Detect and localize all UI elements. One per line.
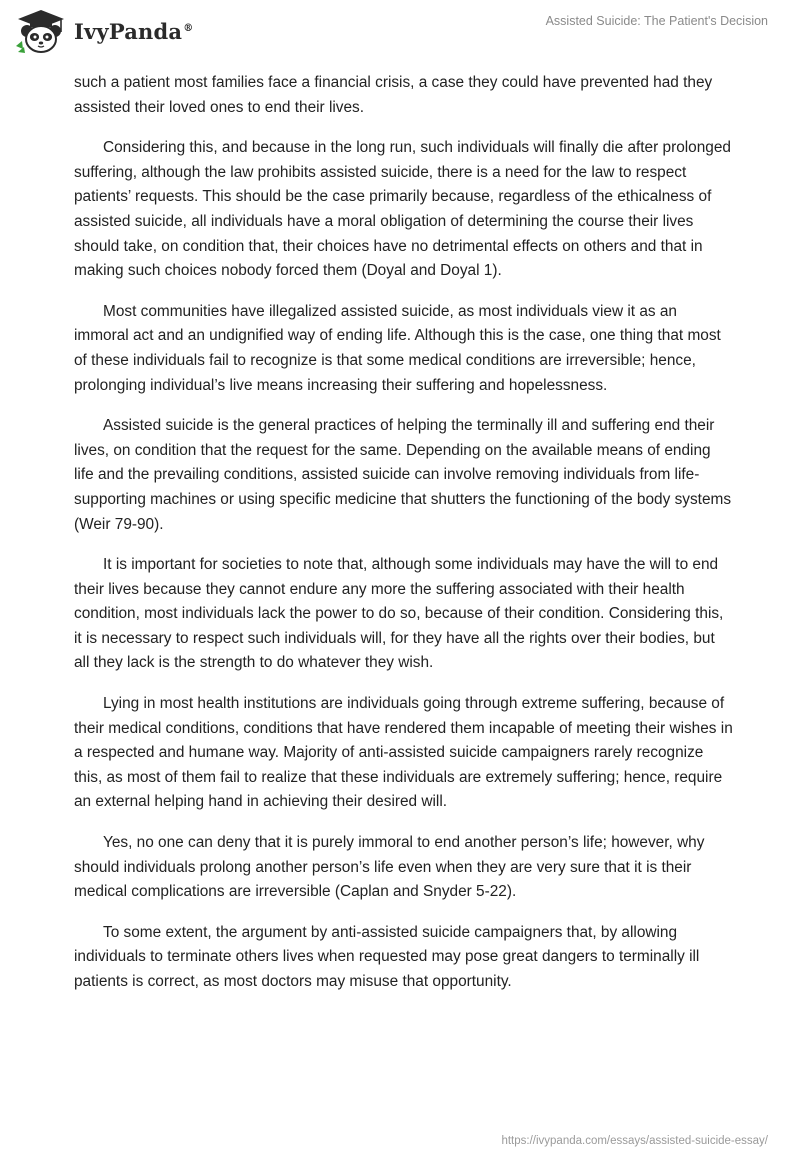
paragraph: To some extent, the argument by anti-assisted suicide campaigners that, by allowing individuals to terminate others lives when requested may pose great dangers to terminally ill patients is correct, as most doctors may misuse that opportunity. <box>74 923 700 990</box>
paragraph: Considering this, and because in the long run, such individuals will finally die after prolonged suffering, although the law prohibits assisted suicide, there is a need for the law to respect patients’ requests. This should be the case primarily because, regardless of the ethicalness of assisted suicide, all individuals have a moral obligation of determining the course their lives should take, on condition that, their choices have no detrimental effects on others and that in making such choices nobody forced them (Doyal and Doyal 1). <box>74 139 731 280</box>
running-title: Assisted Suicide: The Patient's Decision <box>545 14 768 28</box>
paragraph: Yes, no one can deny that it is purely immoral to end another person’s life; however, why should individuals prolong another person’s life even when they are very sure that it is their medical complications are irreversible (Caplan and Snyder 5-22). <box>74 834 705 901</box>
paragraph: such a patient most families face a financial crisis, a case they could have prevented had they assisted their loved ones to end their lives. <box>74 74 713 116</box>
paragraph: Assisted suicide is the general practices of helping the terminally ill and suffering end their lives, on condition that the request for the same. Depending on the available means of ending life and the prevailing conditions, assisted suicide can involve removing individuals from life-supporting machines or using specific medicine that shutters the functioning of the body systems (Weir 79-90). <box>74 417 732 533</box>
page-header <box>0 0 800 62</box>
paragraph: Most communities have illegalized assisted suicide, as most individuals view it as an immoral act and an undignified way of ending life. Although this is the case, one thing that most of these individuals fail to recognize is that some medical conditions are irreversible; hence, prolonging individual’s live means increasing their suffering and hopelessness. <box>74 302 721 394</box>
essay-body <box>74 71 734 1011</box>
brand-logo[interactable] <box>14 8 193 54</box>
panda-graduate-icon <box>14 8 68 54</box>
source-url[interactable]: https://ivypanda.com/essays/assisted-suicide-essay/ <box>501 1135 768 1147</box>
paragraph: Lying in most health institutions are individuals going through extreme suffering, because of their medical conditions, conditions that have rendered them incapable of meeting their wishes in a respected and humane way. Majority of anti-assisted suicide campaigners rarely recognize this, as most of them fail to realize that these individuals are extremely suffering; hence, require an external helping hand in achieving their desired will. <box>74 695 733 811</box>
paragraph: It is important for societies to note that, although some individuals may have the will to end their lives because they cannot endure any more the suffering associated with their health condition, most individuals lack the power to do so, because of their condition. Considering this, it is necessary to respect such individuals will, for they have all the rights over their bodies, but all they lack is the strength to do whatever they wish. <box>74 556 724 672</box>
brand-name: IvyPanda® <box>74 18 194 44</box>
